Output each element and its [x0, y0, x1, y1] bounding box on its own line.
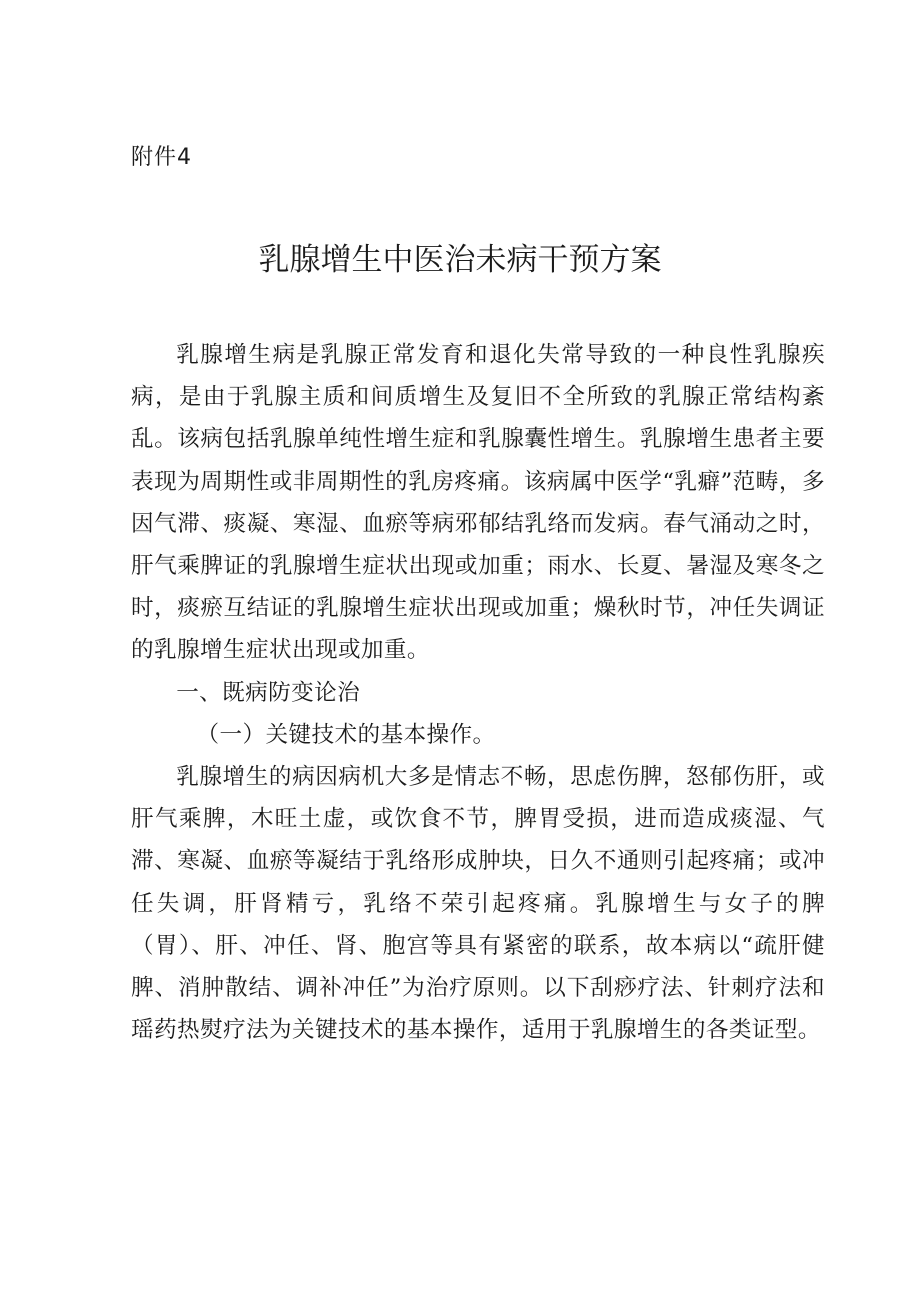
intro-paragraph: 乳腺增生病是乳腺正常发育和退化失常导致的一种良性乳腺疾病，是由于乳腺主质和间质增生及复旧不全所致的乳腺正常结构紊乱。该病包括乳腺单纯性增生症和乳腺囊性增生。乳腺增生患者主要表现为周期性或非周期性的乳房疼痛。该病属中医学“乳癖”范畴，多因气滞、痰凝、寒湿、血瘀等病邪郁结乳络而发病。春气涌动之时，肝气乘脾证的乳腺增生症状出现或加重；雨水、长夏、暑湿及寒冬之时，痰瘀互结证的乳腺增生症状出现或加重；燥秋时节，冲任失调证的乳腺增生症状出现或加重。 [131, 342, 825, 664]
subsection-heading-1: （一）关键技术的基本操作。 [196, 721, 496, 748]
document-title: 乳腺增生中医治未病干预方案 [258, 242, 662, 278]
section-heading-1: 一、既病防变论治 [176, 679, 361, 706]
document-body [131, 334, 825, 1051]
subsection-paragraph-1: 乳腺增生的病因病机大多是情志不畅，思虑伤脾，怒郁伤肝，或肝气乘脾，木旺土虚，或饮食不节，脾胃受损，进而造成痰湿、气滞、寒凝、血瘀等凝结于乳络形成肿块，日久不通则引起疼痛；或冲任失调，肝肾精亏，乳络不荣引起疼痛。乳腺增生与女子的脾（胃）、肝、冲任、肾、胞宫等具有紧密的联系，故本病以“疏肝健脾、消肿散结、调补冲任”为治疗原则。以下刮痧疗法、针刺疗法和瑶药热熨疗法为关键技术的基本操作，适用于乳腺增生的各类证型。 [131, 764, 825, 1044]
attachment-label: 附件4 [131, 145, 192, 170]
